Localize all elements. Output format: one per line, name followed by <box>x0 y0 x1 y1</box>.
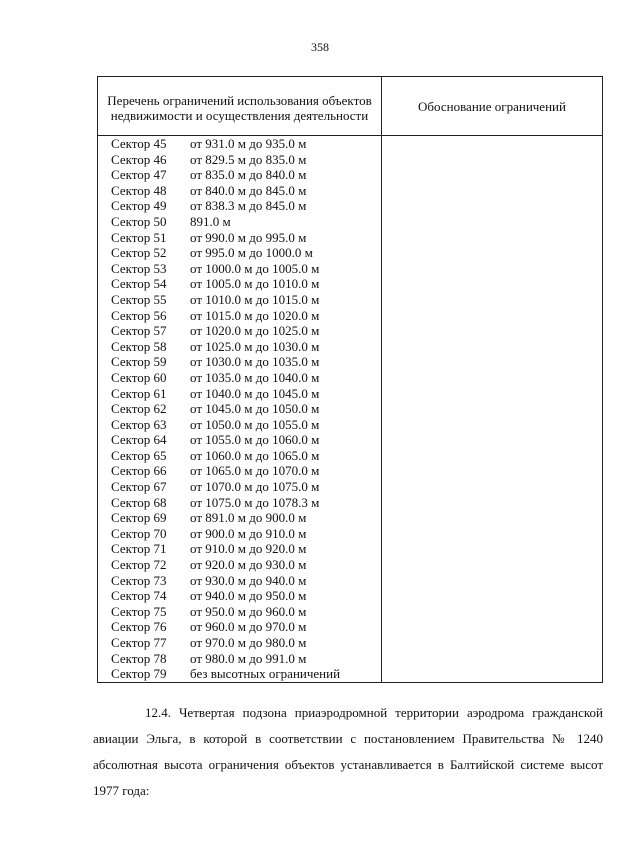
sector-name: Сектор 78 <box>111 650 167 666</box>
sector-name: Сектор 58 <box>111 338 167 354</box>
table-row <box>98 386 381 402</box>
sector-name: Сектор 61 <box>111 385 167 401</box>
table-row <box>98 401 381 417</box>
sector-height-range: от 931.0 м до 935.0 м <box>190 136 307 151</box>
table-row <box>98 152 381 168</box>
sector-height-range: от 1030.0 м до 1035.0 м <box>190 354 320 370</box>
sector-name: Сектор 59 <box>111 354 167 370</box>
sector-name: Сектор 50 <box>111 213 167 229</box>
sector-height-range: от 1005.0 м до 1010.0 м <box>190 276 320 292</box>
sector-name: Сектор 63 <box>111 416 167 432</box>
sector-name: Сектор 76 <box>111 619 167 635</box>
sector-height-range: от 995.0 м до 1000.0 м <box>190 245 313 261</box>
sector-height-range: от 1015.0 м до 1020.0 м <box>190 307 320 323</box>
table-row <box>98 619 381 635</box>
table-row <box>98 214 381 230</box>
sector-height-range: от 930.0 м до 940.0 м <box>190 572 307 588</box>
page-number: 358 <box>311 40 329 54</box>
sector-name: Сектор 72 <box>111 557 167 573</box>
sector-height-range: от 980.0 м до 991.0 м <box>190 650 307 666</box>
table-row <box>98 588 381 604</box>
table-row <box>98 635 381 651</box>
table-row <box>98 245 381 261</box>
table-row <box>98 276 381 292</box>
table-row <box>98 354 381 370</box>
sector-height-range: от 970.0 м до 980.0 м <box>190 635 307 650</box>
restrictions-table <box>97 76 603 683</box>
table-header-row <box>98 77 603 136</box>
table-row <box>98 651 381 667</box>
table-row <box>98 463 381 479</box>
sector-height-range: от 829.5 м до 835.0 м <box>190 151 307 167</box>
sector-name: Сектор 77 <box>111 635 167 650</box>
sector-name: Сектор 62 <box>111 401 167 417</box>
sector-list <box>98 136 381 682</box>
table-row <box>98 541 381 557</box>
table-row <box>98 370 381 386</box>
sector-name: Сектор 57 <box>111 323 167 339</box>
sector-name: Сектор 56 <box>111 307 167 323</box>
sector-name: Сектор 68 <box>111 494 167 510</box>
sector-name: Сектор 46 <box>111 151 167 167</box>
sector-name: Сектор 73 <box>111 572 167 588</box>
sector-height-range: от 835.0 м до 840.0 м <box>190 167 307 183</box>
sectors-cell <box>98 136 382 683</box>
sector-height-range: от 1050.0 м до 1055.0 м <box>190 416 320 432</box>
table-row <box>98 495 381 511</box>
sector-height-range: 891.0 м <box>190 213 231 229</box>
sector-height-range: от 1025.0 м до 1030.0 м <box>190 338 320 354</box>
table-row <box>98 230 381 246</box>
sector-name: Сектор 47 <box>111 167 167 183</box>
sector-height-range: от 891.0 м до 900.0 м <box>190 510 307 526</box>
table-row <box>98 292 381 308</box>
sector-name: Сектор 60 <box>111 369 167 385</box>
header-restrictions-list: Перечень ограничений использования объектов недвижимости и осуществления деятельности <box>98 77 382 136</box>
sector-name: Сектор 75 <box>111 603 167 619</box>
sector-height-range: от 990.0 м до 995.0 м <box>190 229 307 245</box>
sector-name: Сектор 65 <box>111 447 167 463</box>
table-row <box>98 198 381 214</box>
sector-height-range: от 1060.0 м до 1065.0 м <box>190 447 320 463</box>
table-row <box>98 573 381 589</box>
sector-name: Сектор 53 <box>111 260 167 276</box>
sector-height-range: от 1040.0 м до 1045.0 м <box>190 385 320 401</box>
sector-name: Сектор 54 <box>111 276 167 292</box>
sector-name: Сектор 67 <box>111 479 167 495</box>
table-row <box>98 526 381 542</box>
table-row <box>98 510 381 526</box>
sector-name: Сектор 74 <box>111 588 167 604</box>
sector-name: Сектор 45 <box>111 136 167 151</box>
table-row <box>98 339 381 355</box>
sector-height-range: от 1010.0 м до 1015.0 м <box>190 291 320 307</box>
sector-name: Сектор 70 <box>111 525 167 541</box>
table-body-row <box>98 136 603 683</box>
sector-name: Сектор 52 <box>111 245 167 261</box>
sector-height-range: от 920.0 м до 930.0 м <box>190 557 307 573</box>
table-row <box>98 261 381 277</box>
sector-name: Сектор 49 <box>111 198 167 214</box>
sector-name: Сектор 55 <box>111 291 167 307</box>
sector-name: Сектор 48 <box>111 182 167 198</box>
sector-height-range: без высотных ограничений <box>190 666 341 682</box>
paragraph-text: 12.4. Четвертая подзона приаэродромной территории аэродрома гражданской авиации Эльга, в которой в соответствии с постановлением Правительства № 1240 абсолютная высота ограничения объектов устанавливается в Балтийской системе высот 1977 года: <box>93 705 603 798</box>
sector-height-range: от 1045.0 м до 1050.0 м <box>190 401 320 417</box>
table-row <box>98 557 381 573</box>
sector-name: Сектор 79 <box>111 666 167 682</box>
table-row <box>98 167 381 183</box>
sector-height-range: от 1035.0 м до 1040.0 м <box>190 369 320 385</box>
sector-height-range: от 1070.0 м до 1075.0 м <box>190 479 320 495</box>
table-row <box>98 604 381 620</box>
sector-height-range: от 1075.0 м до 1078.3 м <box>190 494 320 510</box>
table-row <box>98 136 381 152</box>
table-row <box>98 479 381 495</box>
sector-name: Сектор 66 <box>111 463 167 479</box>
sector-height-range: от 840.0 м до 845.0 м <box>190 182 307 198</box>
table-row <box>98 183 381 199</box>
sector-height-range: от 950.0 м до 960.0 м <box>190 603 307 619</box>
sector-height-range: от 910.0 м до 920.0 м <box>190 541 307 557</box>
justification-cell <box>382 136 603 683</box>
sector-height-range: от 838.3 м до 845.0 м <box>190 198 307 214</box>
table-row <box>98 432 381 448</box>
table-row <box>98 323 381 339</box>
table-row <box>98 308 381 324</box>
sector-name: Сектор 51 <box>111 229 167 245</box>
sector-height-range: от 1000.0 м до 1005.0 м <box>190 260 320 276</box>
sector-height-range: от 1065.0 м до 1070.0 м <box>190 463 320 479</box>
header-justification: Обоснование ограничений <box>382 77 603 136</box>
table-row <box>98 417 381 433</box>
table-row <box>98 448 381 464</box>
sector-height-range: от 1020.0 м до 1025.0 м <box>190 323 320 339</box>
sector-name: Сектор 69 <box>111 510 167 526</box>
sector-height-range: от 900.0 м до 910.0 м <box>190 525 307 541</box>
table-row <box>98 666 381 682</box>
sector-height-range: от 960.0 м до 970.0 м <box>190 619 307 635</box>
sector-name: Сектор 64 <box>111 432 167 448</box>
sector-name: Сектор 71 <box>111 541 167 557</box>
sector-height-range: от 1055.0 м до 1060.0 м <box>190 432 320 448</box>
section-paragraph <box>93 700 603 804</box>
sector-height-range: от 940.0 м до 950.0 м <box>190 588 307 604</box>
